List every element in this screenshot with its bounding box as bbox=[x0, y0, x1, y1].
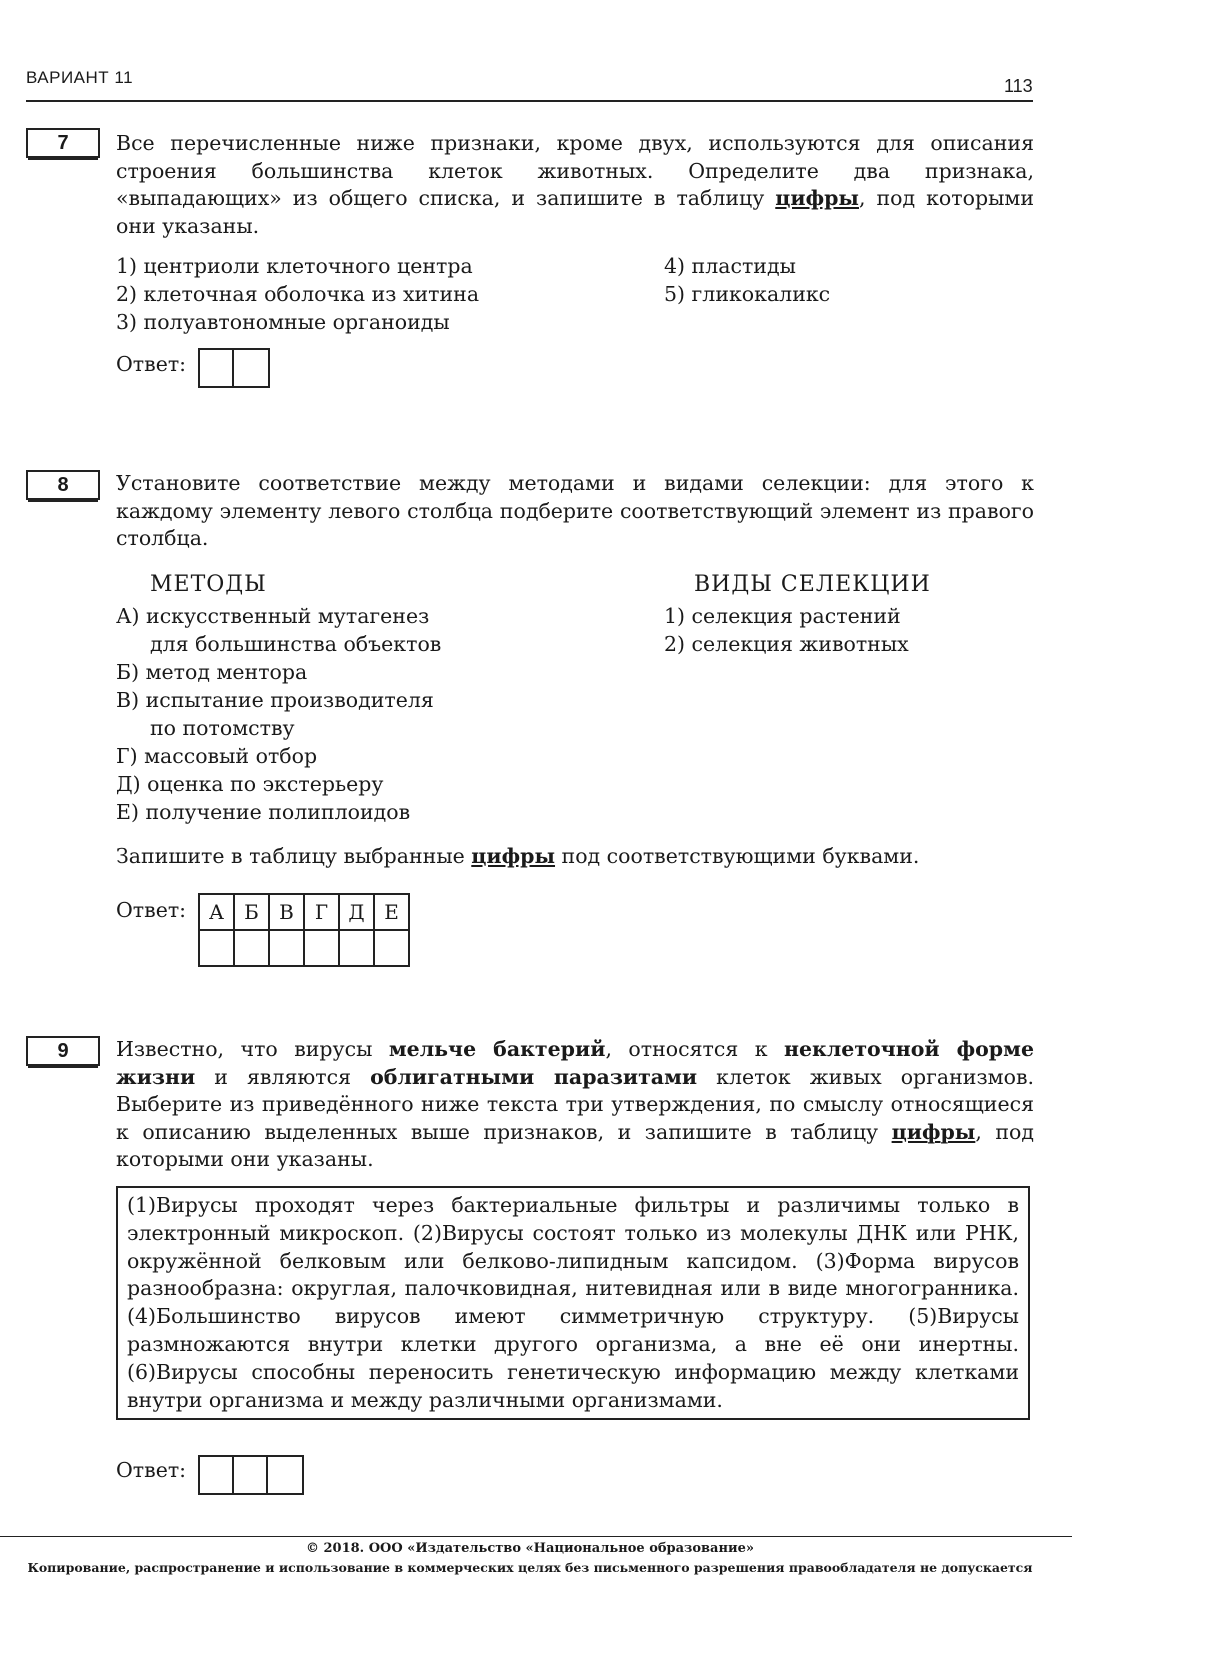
q8-left-header: МЕТОДЫ bbox=[150, 572, 267, 597]
page-number: 113 bbox=[1004, 76, 1033, 96]
q8-col-header: Д bbox=[339, 894, 374, 930]
question-7-number: 7 bbox=[26, 128, 100, 158]
q8-answer-cell[interactable] bbox=[269, 930, 304, 966]
q7-option-3: 3) полуавтономные органоиды bbox=[116, 310, 450, 334]
q8-answer-table bbox=[198, 893, 410, 967]
q9-statements-box: (1)Вирусы проходят через бактериальные фильтры и различимы только в электронный микроскоп. (2)Вирусы состоят только из молекулы ДНК или РНК, окружённой белковым или белково-липидным капсидом. (3)Форма вирусов разнообразна: округлая, палочковидная, нитевидная или в виде многогранника. (4)Большинство вирусов имеют симметричную структуру. (5)Вирусы размножаются внутри клетки другого организма, а вне её они инертны. (6)Вирусы способны переносить генетическую информацию между клетками внутри организма и между различными организмами. bbox=[116, 1186, 1030, 1420]
q7-answer-cell[interactable] bbox=[234, 350, 268, 386]
q8-right-item: 2) селекция животных bbox=[664, 632, 909, 656]
q8-left-item: Г) массовый отбор bbox=[116, 744, 318, 768]
q8-left-item: А) искусственный мутагенез bbox=[116, 604, 430, 628]
q9-answer-cells[interactable] bbox=[198, 1455, 304, 1495]
footer-copyright: © 2018. ООО «Издательство «Национальное образование» bbox=[305, 1541, 755, 1556]
q7-answer-cell[interactable] bbox=[200, 350, 234, 386]
q8-left-item: для большинства объектов bbox=[150, 632, 442, 656]
q8-col-header: В bbox=[269, 894, 304, 930]
question-7-text: Все перечисленные ниже признаки, кроме двух, используются для описания строения большинства клеток животных. Определите два признака, «выпадающих» из общего списка, и запишите в таблицу цифры, под которыми они указаны. bbox=[116, 131, 1034, 238]
q8-right-header: ВИДЫ СЕЛЕКЦИИ bbox=[694, 572, 931, 597]
header-divider bbox=[26, 100, 1033, 102]
q7-option-4: 4) пластиды bbox=[664, 254, 796, 278]
q8-left-item: по потомству bbox=[150, 716, 295, 740]
q8-left-item: Б) метод ментора bbox=[116, 660, 308, 684]
q8-answer-cell[interactable] bbox=[374, 930, 409, 966]
q8-col-header: А bbox=[199, 894, 234, 930]
q9-answer-cell[interactable] bbox=[234, 1457, 268, 1493]
q8-answer-cell[interactable] bbox=[234, 930, 269, 966]
q7-answer-cells[interactable] bbox=[198, 348, 270, 388]
q8-answer-cell[interactable] bbox=[304, 930, 339, 966]
question-9-text: Известно, что вирусы мельче бактерий, относятся к неклеточной форме жизни и являются облигатными паразитами клеток живых организмов. Выберите из приведённого ниже текста три утверждения, по смыслу относящиеся к описанию выделенных выше признаков, и запишите в таблицу цифры, под которыми они указаны. bbox=[116, 1037, 1034, 1171]
q7-option-2: 2) клеточная оболочка из хитина bbox=[116, 282, 480, 306]
q8-col-header: Б bbox=[234, 894, 269, 930]
q8-answer-cell[interactable] bbox=[339, 930, 374, 966]
q7-option-1: 1) центриоли клеточного центра bbox=[116, 254, 473, 278]
q9-answer-label: Ответ: bbox=[116, 1458, 187, 1482]
q8-answer-label: Ответ: bbox=[116, 898, 187, 922]
q8-left-item: В) испытание производителя bbox=[116, 688, 434, 712]
q8-col-header: Г bbox=[304, 894, 339, 930]
q8-col-header: Е bbox=[374, 894, 409, 930]
footer-divider bbox=[0, 1536, 1072, 1537]
variant-label: ВАРИАНТ 11 bbox=[26, 68, 134, 87]
q8-left-item: Е) получение полиплоидов bbox=[116, 800, 411, 824]
q9-answer-cell[interactable] bbox=[268, 1457, 302, 1493]
q9-answer-cell[interactable] bbox=[200, 1457, 234, 1493]
question-8-text: Установите соответствие между методами и видами селекции: для этого к каждому элементу левого столбца подберите соответствующий элемент из правого столбца. bbox=[116, 471, 1034, 550]
q8-instruction: Запишите в таблицу выбранные цифры под соответствующими буквами. bbox=[116, 844, 920, 868]
q7-answer-label: Ответ: bbox=[116, 352, 187, 376]
q8-answer-cell[interactable] bbox=[199, 930, 234, 966]
q7-option-5: 5) гликокаликс bbox=[664, 282, 831, 306]
q8-right-item: 1) селекция растений bbox=[664, 604, 901, 628]
q8-left-item: Д) оценка по экстерьеру bbox=[116, 772, 384, 796]
question-9-number: 9 bbox=[26, 1036, 100, 1066]
question-8-number: 8 bbox=[26, 470, 100, 500]
footer-notice: Копирование, распространение и использование в коммерческих целях без письменного разрешения правообладателя не допускается bbox=[27, 1560, 1033, 1575]
